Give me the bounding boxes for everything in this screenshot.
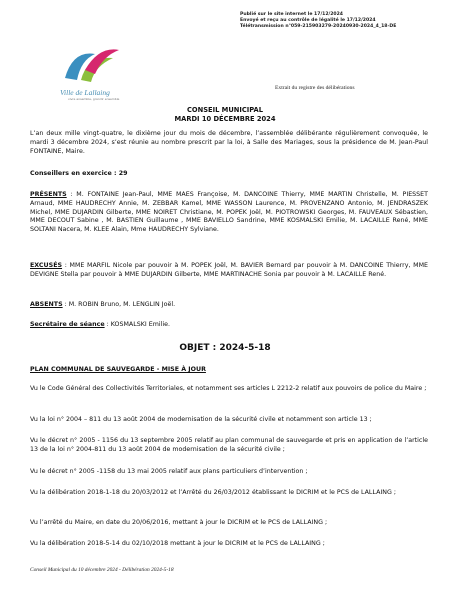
intro-paragraph: L’an deux mille vingt-quatre, le dixième jour du mois de décembre, l’assemblée délibérante régulièrement convoquée, le mardi 3 décembre 2024, s’est réunie au nombre prescrit par la loi, à Salle des Mariages, sous la présidence de M. Jean-Paul FONTAINE, Maire. bbox=[30, 130, 428, 155]
stamp-line: Publié sur le site internet le 17/12/2024 bbox=[240, 12, 343, 17]
excuses-paragraph bbox=[30, 262, 428, 280]
vu-paragraph: Vu le Code Général des Collectivités Territoriales, et notamment ses articles L 2212-2 relatif aux pouvoirs de police du Maire ; bbox=[30, 385, 427, 392]
presents-text: : M. FONTAINE Jean-Paul, MME MAES Françoise, M. DANCOINE Thierry, MME MARTIN Christelle, M. PIESSET Arnaud, MME HAUDRECHY Annie, M. ZEBBAR Kamel, MME WASSON Laurence, M. PROVENZANO Antonio, M. JENDRASZEK Michel, MME DUJARDIN Gilberte, MME NOIRET Christiane, M. POPEK Joël, M. PIOTROWSKI Georges, M. FAUVEAUX Sébastien, MME DECOUT Sabine , M. BASTIEN Guillaume , MME BAVIELLO Sandrine, MME KOSMALSKI Emilie, M. LACAILLE René, MME SOLTANI Nacera, M. KLEE Alain, Mme HAUDRECHY Sylviane. bbox=[30, 191, 428, 234]
vu-paragraph: Vu l’arrêté du Maire, en date du 20/06/2016, mettant à jour le DICRIM et le PCS de LALLAING ; bbox=[30, 519, 328, 526]
excuses-text: : MME MARFIL Nicole par pouvoir à M. POPEK Joël, M. BAVIER Bernard par pouvoir à M. DANCOINE Thierry, MME DEVIGNE Stella par pouvoir à MME DUJARDIN Gilberte, MME MARTINACHE Sonia par pouvoir à M. LACAILLE René. bbox=[30, 262, 428, 278]
secretaire-text: : KOSMALSKI Emilie. bbox=[104, 321, 170, 328]
extract-label: Extrait du registre des délibérations bbox=[275, 85, 355, 91]
logo-tagline: vivre ensemble, grandir ensemble bbox=[68, 97, 120, 101]
excuses-label: EXCUSÉS bbox=[30, 262, 63, 269]
vu-paragraph: Vu la loi n° 2004 – 811 du 13 août 2004 de modernisation de la sécurité civile et notamment son article 13 ; bbox=[30, 416, 372, 423]
vu-paragraph: Vu le décret n° 2005 - 1156 du 13 septembre 2005 relatif au plan communal de sauvegarde et pris en application de l’article 13 de la loi n° 2004-811 du 13 août 2004 de modernisation de la sécurité civile ; bbox=[30, 437, 428, 453]
presents-paragraph bbox=[30, 191, 428, 235]
vu-paragraph: Vu la délibération 2018-5-14 du 02/10/2018 mettant à jour le DICRIM et le PCS de LALLAING ; bbox=[30, 540, 325, 547]
secretaire-label: Secrétaire de séance bbox=[30, 321, 105, 328]
transmission-stamp bbox=[240, 12, 396, 30]
conseillers-line: Conseillers en exercice : 29 bbox=[30, 170, 128, 177]
document-header bbox=[0, 106, 450, 124]
subject-heading: PLAN COMMUNAL DE SAUVEGARDE - MISE À JOUR bbox=[30, 366, 206, 373]
absents-text: : M. ROBIN Bruno, M. LENGLIN Joël. bbox=[62, 301, 176, 308]
secretaire-paragraph bbox=[30, 321, 428, 330]
absents-label: ABSENTS bbox=[30, 301, 63, 308]
objet-heading: OBJET : 2024-5-18 bbox=[179, 343, 271, 353]
presents-label: PRÉSENTS bbox=[30, 191, 67, 198]
stamp-line: Télétransmission n°059-215903279-20240930-2024_4_18-DE bbox=[240, 24, 397, 29]
vu-paragraph: Vu la délibération 2018-1-18 du 20/03/2012 et l’Arrêté du 26/03/2012 établissant le DICRIM et le PCS de LALLAING ; bbox=[30, 489, 396, 496]
vu-paragraph: Vu le décret n° 2005 -1158 du 13 mai 2005 relatif aux plans particuliers d’intervention ; bbox=[30, 468, 308, 475]
council-title: CONSEIL MUNICIPAL bbox=[187, 106, 263, 114]
stamp-line: Envoyé et reçu au contrôle de légalité le 17/12/2024 bbox=[240, 18, 376, 23]
session-date: MARDI 10 DÉCEMBRE 2024 bbox=[174, 115, 276, 123]
logo-name: Ville de Lallaing bbox=[60, 88, 110, 97]
absents-paragraph bbox=[30, 301, 428, 310]
page-footer: Conseil Municipal du 10 décembre 2024 - Délibération 2024-5-18 bbox=[30, 567, 174, 573]
